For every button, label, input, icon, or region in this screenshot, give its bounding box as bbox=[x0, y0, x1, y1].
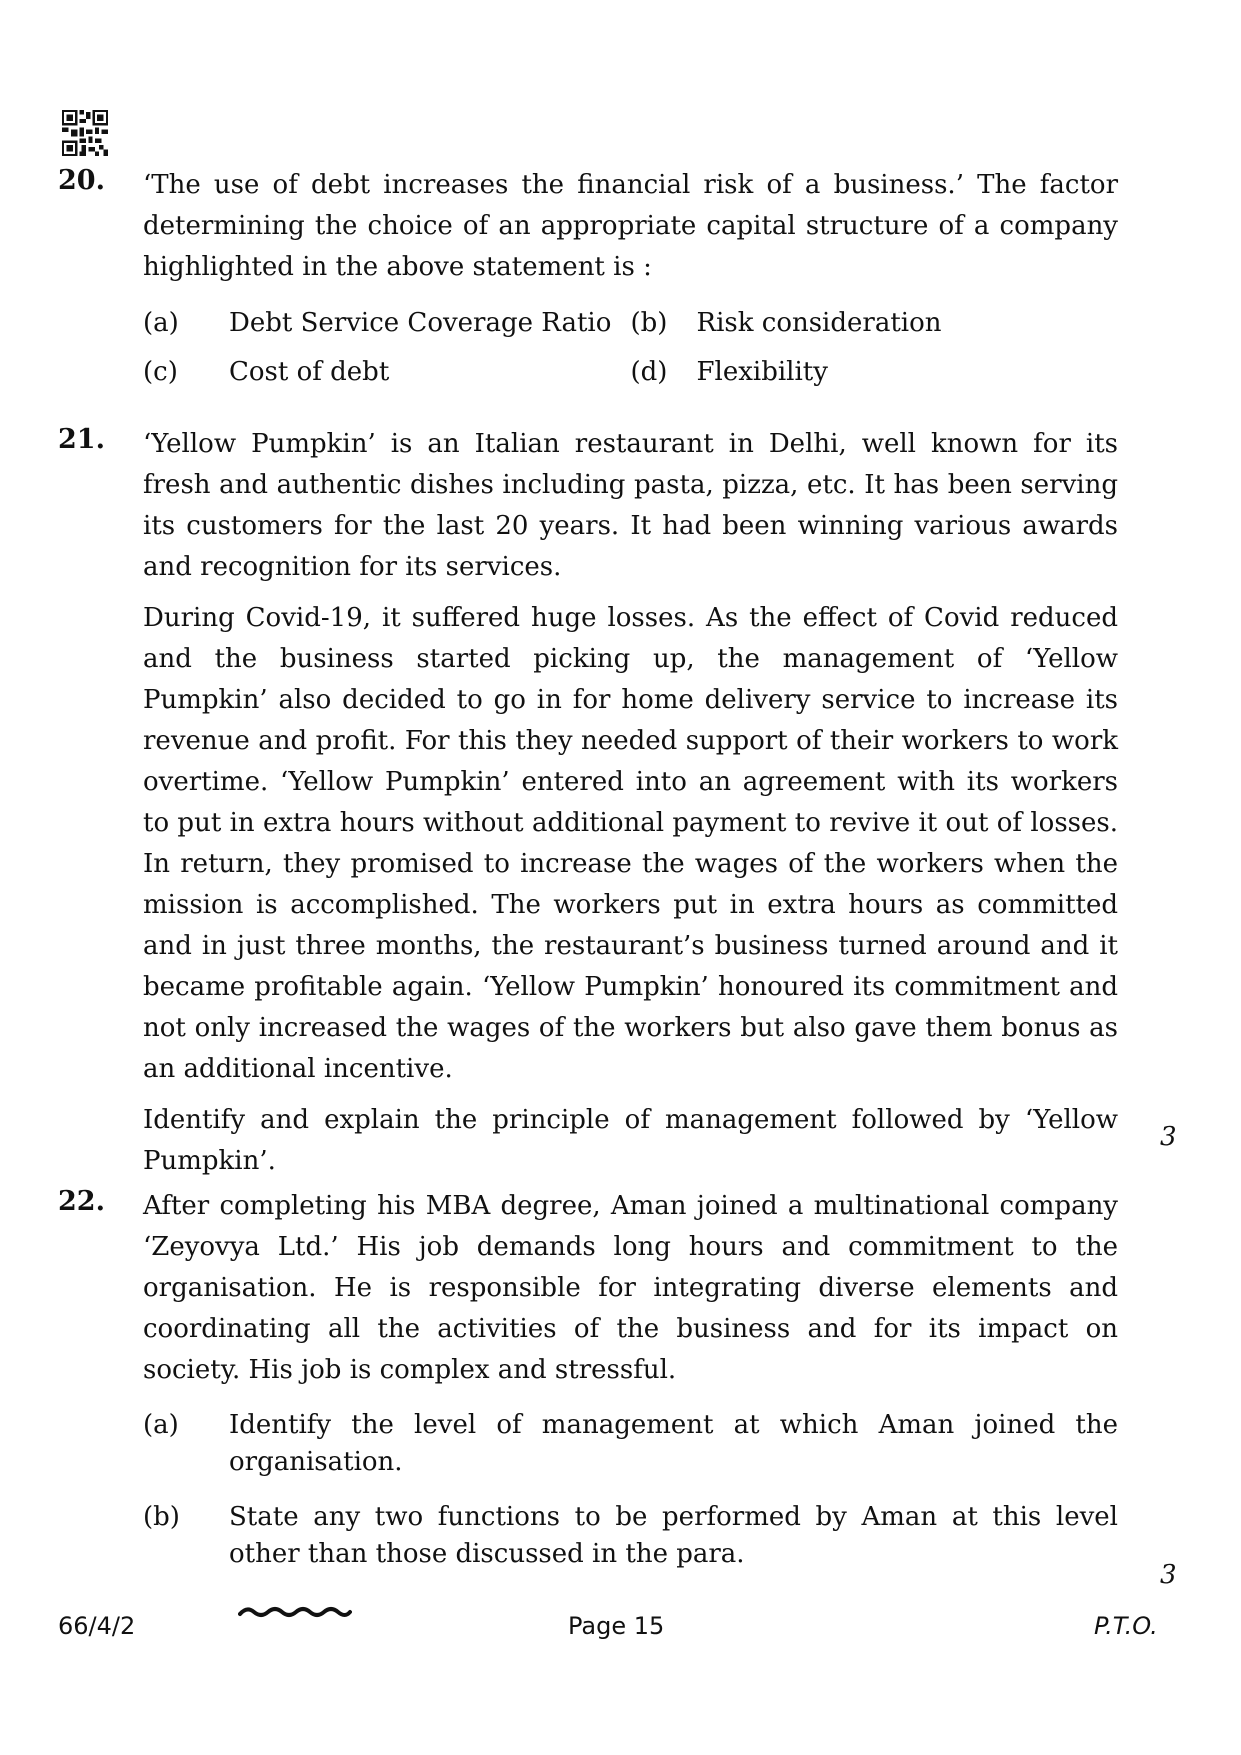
question-22-text: After completing his MBA degree, Aman joined a multinational company ‘Zeyovya Ltd.’ His job demands long hours and commitment to the organisation. He is responsible for integrating diverse elements and coordinating all the activities of the business and for its impact on society. His job is complex and stressful. bbox=[143, 1191, 1118, 1385]
options-grid bbox=[143, 298, 1118, 396]
option-d bbox=[631, 352, 1119, 392]
question-number: 21. bbox=[58, 424, 105, 455]
question-21-paragraph-1: ‘Yellow Pumpkin’ is an Italian restaurant in Delhi, well known for its fresh and authentic dishes including pasta, pizza, etc. It has been serving its customers for the last 20 years. It had been winning various awards and recognition for its services. bbox=[143, 429, 1118, 582]
pto-label: P.T.O. bbox=[1094, 1612, 1158, 1640]
options-row bbox=[143, 347, 1118, 396]
question-number: 20. bbox=[58, 165, 105, 196]
subpart-b bbox=[143, 1499, 1118, 1573]
question-text bbox=[143, 424, 1118, 1182]
option-text: Risk consideration bbox=[696, 307, 942, 338]
question-21 bbox=[58, 424, 1178, 1192]
question-number: 22. bbox=[58, 1186, 105, 1217]
wave-decoration-icon bbox=[238, 1600, 352, 1624]
question-22 bbox=[58, 1186, 1178, 1591]
option-c bbox=[143, 352, 631, 392]
question-21-paragraph-3: Identify and explain the principle of management followed by ‘Yellow Pumpkin’. bbox=[143, 1105, 1118, 1176]
subpart-text: Identify the level of management at which Aman joined the organisation. bbox=[229, 1410, 1118, 1477]
subpart-label: (b) bbox=[143, 1502, 180, 1532]
subpart-text: State any two functions to be performed by Aman at this level other than those discussed in the para. bbox=[229, 1502, 1118, 1569]
subpart-a bbox=[143, 1407, 1118, 1481]
qr-code-icon bbox=[62, 110, 108, 156]
page-number: Page 15 bbox=[568, 1612, 665, 1640]
question-20-text: ‘The use of debt increases the financial risk of a business.’ The factor determining the choice of an appropriate capital structure of a company highlighted in the above statement is : bbox=[143, 170, 1118, 282]
option-a bbox=[143, 303, 631, 343]
option-text: Cost of debt bbox=[229, 356, 390, 387]
option-text: Flexibility bbox=[696, 356, 828, 387]
marks-q21: 3 bbox=[1160, 1122, 1177, 1152]
paper-code: 66/4/2 bbox=[58, 1612, 136, 1640]
option-b bbox=[631, 303, 1119, 343]
question-text bbox=[143, 165, 1118, 288]
question-20 bbox=[58, 165, 1178, 396]
option-label: (a) bbox=[143, 307, 179, 338]
subpart-label: (a) bbox=[143, 1410, 179, 1440]
option-label: (b) bbox=[630, 307, 668, 338]
option-label: (c) bbox=[143, 356, 178, 387]
option-text: Debt Service Coverage Ratio bbox=[229, 307, 612, 338]
question-text bbox=[143, 1186, 1118, 1391]
marks-q22: 3 bbox=[1160, 1560, 1177, 1590]
options-row bbox=[143, 298, 1118, 347]
option-label: (d) bbox=[630, 356, 668, 387]
question-21-paragraph-2: During Covid-19, it suffered huge losses. As the effect of Covid reduced and the business started picking up, the management of ‘Yellow Pumpkin’ also decided to go in for home delivery service to increase its revenue and profit. For this they needed support of their workers to work overtime. ‘Yellow Pumpkin’ entered into an agreement with its workers to put in extra hours without additional payment to revive it out of losses. In return, they promised to increase the wages of the workers when the mission is accomplished. The workers put in extra hours as committed and in just three months, the restaurant’s business turned around and it became profitable again. ‘Yellow Pumpkin’ honoured its commitment and not only increased the wages of the workers but also gave them bonus as an additional incentive. bbox=[143, 603, 1118, 1084]
